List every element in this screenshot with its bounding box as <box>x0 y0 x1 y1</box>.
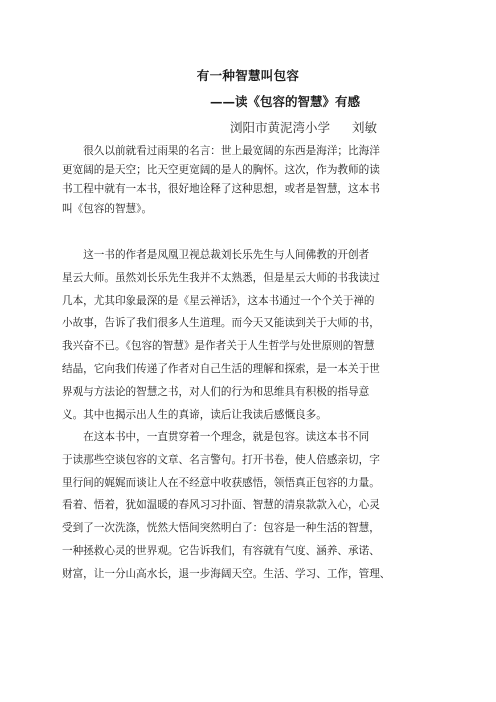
author-school: 浏阳市黄泥湾小学 <box>230 120 331 135</box>
paragraph-line: 星云大师。虽然刘长乐先生我并不太熟悉，但是星云大师的书我读过 <box>62 271 380 284</box>
paragraph-line: 财富，让一分山高水长，退一步海阔天空。生活、学习、工作，管理、 <box>62 567 391 580</box>
paragraph-line: 义。其中也揭示出人生的真谛，读后让我读后感慨良多。 <box>62 408 327 421</box>
paragraph-line: 我兴奋不已。《包容的智慧》是作者关于人生哲学与处世原则的智慧 <box>62 340 375 353</box>
author-line <box>230 118 377 136</box>
author-name: 刘敏 <box>352 120 378 135</box>
paragraph-line: 书工程中就有一本书，很好地诠释了这种思想，或者是智慧，这本书 <box>62 183 380 196</box>
paragraph-line: 里行间的娓娓而谈让人在不经意中收获感悟，领悟真正包容的力量。 <box>62 476 380 489</box>
paragraph-line: 很久以前就看过雨果的名言：世上最宽阔的东西是海洋；比海洋 <box>62 145 380 157</box>
paragraph-line: 于读那些空谈包容的文章、名言警句。打开书卷，使人倍感亲切，字 <box>62 453 380 466</box>
paragraph-line: 叫《包容的智慧》。 <box>62 202 153 215</box>
paragraph-line: 界观与方法论的智慧之书，对人们的行为和思维具有积极的指导意 <box>62 385 370 398</box>
paragraph-line: 受到了一次洗涤，恍然大悟间突然明白了：包容是一种生活的智慧， <box>62 522 380 535</box>
paragraph-1 <box>62 142 434 219</box>
paragraph-line: 结晶，它向我们传递了作者对自己生活的理解和探索，是一本关于世 <box>62 362 380 375</box>
paragraph-line: 在这本书中，一直贯穿着一个理念，就是包容。读这本书不同 <box>62 431 370 443</box>
paragraph-3 <box>62 426 434 586</box>
paragraph-2 <box>62 244 434 426</box>
paragraph-line: 这一书的作者是凤凰卫视总裁刘长乐先生与人间佛教的开创者 <box>62 249 370 261</box>
paragraph-line: 几本，尤其印象最深的是《星云禅话》，这本书通过一个个关于禅的 <box>62 294 375 307</box>
paragraph-line: 看着、悟着，犹如温暖的春风习习扑面、智慧的清泉款款入心，心灵 <box>62 499 380 512</box>
paragraph-line: 更宽阔的是天空；比天空更宽阔的是人的胸怀。这次，作为教师的读 <box>62 164 380 177</box>
document-subtitle: ——读《包容的智慧》有感 <box>210 94 361 109</box>
paragraph-line: 一种拯救心灵的世界观。它告诉我们，有容就有气度、涵养、承诺、 <box>62 544 380 557</box>
document-title: 有一种智慧叫包容 <box>196 68 300 83</box>
paragraph-line: 小故事，告诉了我们很多人生道理。而今天又能读到关于大师的书， <box>62 317 380 330</box>
